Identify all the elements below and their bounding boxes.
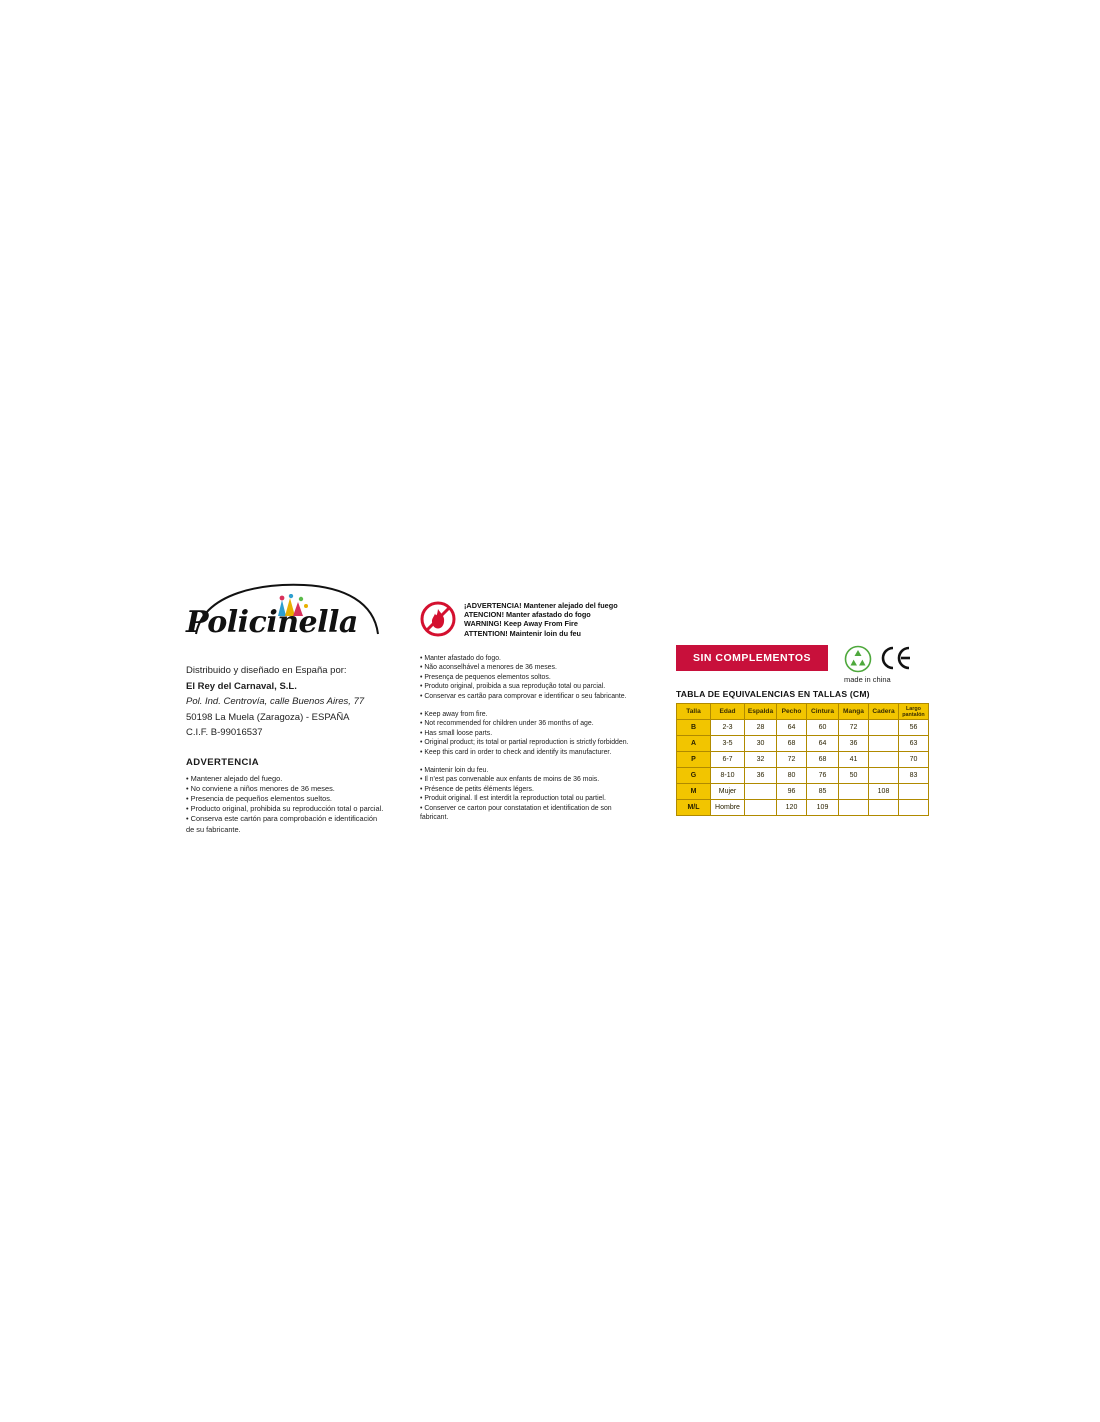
- distributor-block: [186, 663, 436, 741]
- bullet: • Produit original. Il est interdit la reproduction total ou partiel.: [420, 795, 606, 803]
- sin-complementos-badge: SIN COMPLEMENTOS: [676, 645, 828, 671]
- bullet: • Keep away from fire.: [420, 711, 488, 719]
- cell-talla: M/L: [677, 800, 711, 816]
- bullet: • Presencia de pequeños elementos sueltos.: [186, 793, 332, 803]
- cell-cintura: 68: [807, 752, 839, 768]
- cell-talla: B: [677, 720, 711, 736]
- cell-pecho: 64: [777, 720, 807, 736]
- cell-espalda: 32: [745, 752, 777, 768]
- distributor-address-2: 50198 La Muela (Zaragoza) - ESPAÑA: [186, 711, 350, 723]
- col-cintura: Cintura: [807, 704, 839, 720]
- advertencia-title: ADVERTENCIA: [186, 756, 260, 768]
- cell-largo: 83: [899, 768, 929, 784]
- cell-espalda: 36: [745, 768, 777, 784]
- brand-logo: [186, 580, 386, 655]
- cell-pecho: 80: [777, 768, 807, 784]
- bullet: • Presença de pequenos elementos soltos.: [420, 673, 551, 681]
- warning-line: ATTENTION! Maintenir loin du feu: [464, 628, 582, 638]
- cell-cintura: 60: [807, 720, 839, 736]
- table-row: [677, 752, 929, 768]
- bullet: • Manter afastado do fogo.: [420, 655, 501, 662]
- warning-group-pt: [420, 654, 650, 701]
- bullet: • Keep this card in order to check and identify its manufacturer.: [420, 748, 612, 756]
- multilingual-warnings: [420, 654, 650, 823]
- cell-talla: G: [677, 768, 711, 784]
- bullet: • Présence de petits éléments légers.: [420, 785, 534, 793]
- cell-cintura: 85: [807, 784, 839, 800]
- cell-cadera: [869, 736, 899, 752]
- fire-warning-header: [420, 600, 650, 648]
- warning-line: WARNING! Keep Away From Fire: [464, 619, 578, 629]
- cell-cadera: [869, 720, 899, 736]
- bullet: • Producto original, prohibida su reproducción total o parcial.: [186, 804, 384, 814]
- bullet: fabricant.: [420, 814, 449, 822]
- cell-cintura: 76: [807, 768, 839, 784]
- distributor-intro: Distribuido y diseñado en España por:: [186, 665, 347, 676]
- middle-column: [420, 600, 650, 832]
- bullet: • Maintenir loin du feu.: [420, 767, 489, 775]
- bullet: • Original product; its total or partial reproduction is strictly forbidden.: [420, 739, 629, 747]
- cell-pecho: 72: [777, 752, 807, 768]
- advertencia-bullets: [186, 774, 436, 835]
- cell-edad: 8-10: [711, 768, 745, 784]
- size-equivalence-table: [676, 703, 929, 816]
- left-column: [186, 580, 436, 835]
- bullet: • Produto original, proibida a sua reprodução total ou parcial.: [420, 683, 606, 691]
- table-row: [677, 800, 929, 816]
- cell-pecho: 68: [777, 736, 807, 752]
- cell-edad: 6-7: [711, 752, 745, 768]
- bullet: • Não aconselhável a menores de 36 meses.: [420, 664, 557, 672]
- warning-group-fr: [420, 766, 650, 822]
- fire-warning-lines: [464, 601, 618, 638]
- col-manga: Manga: [839, 704, 869, 720]
- bullet: • Conserver ce carton pour constatation et identification de son: [420, 804, 612, 812]
- brand-name: Policinella: [186, 605, 358, 640]
- bullet: • Mantener alejado del fuego.: [186, 773, 283, 783]
- cell-espalda: 28: [745, 720, 777, 736]
- cell-pecho: 120: [777, 800, 807, 816]
- bullet: • Conserva este cartón para comprobación e identificación: [186, 814, 378, 824]
- col-cadera: Cadera: [869, 704, 899, 720]
- table-row: [677, 720, 929, 736]
- bullet: de su fabricante.: [186, 824, 241, 834]
- cell-manga: 41: [839, 752, 869, 768]
- cell-largo: 56: [899, 720, 929, 736]
- col-edad: Edad: [711, 704, 745, 720]
- cell-edad: Hombre: [711, 800, 745, 816]
- cell-pecho: 96: [777, 784, 807, 800]
- warning-line: ¡ADVERTENCIA! Mantener alejado del fuego: [464, 601, 618, 610]
- cell-talla: P: [677, 752, 711, 768]
- cell-manga: 50: [839, 768, 869, 784]
- cell-espalda: [745, 800, 777, 816]
- cell-manga: [839, 800, 869, 816]
- cell-largo: 70: [899, 752, 929, 768]
- table-row: [677, 736, 929, 752]
- badge-row: [676, 645, 936, 687]
- col-talla: Talla: [677, 704, 711, 720]
- no-fire-icon: [420, 600, 456, 638]
- cell-cintura: 64: [807, 736, 839, 752]
- bullet: • Il n'est pas convenable aux enfants de moins de 36 mois.: [420, 776, 600, 784]
- bullet: • Not recommended for children under 36 months of age.: [420, 720, 594, 728]
- bullet: • Conservar es cartão para comprovar e identificar o seu fabricante.: [420, 692, 627, 700]
- distributor-address-1: Pol. Ind. Centrovía, calle Buenos Aires, 77: [186, 696, 365, 707]
- cell-edad: 3-5: [711, 736, 745, 752]
- cell-cintura: 109: [807, 800, 839, 816]
- cell-largo: [899, 784, 929, 800]
- bullet: • Has small loose parts.: [420, 729, 493, 737]
- cell-cadera: [869, 768, 899, 784]
- table-row: [677, 768, 929, 784]
- table-header-row: [677, 704, 929, 720]
- cell-talla: A: [677, 736, 711, 752]
- cell-largo: 63: [899, 736, 929, 752]
- cell-edad: Mujer: [711, 784, 745, 800]
- col-largo-pantalon: Largo pantalón: [899, 704, 929, 720]
- col-espalda: Espalda: [745, 704, 777, 720]
- cell-manga: 36: [839, 736, 869, 752]
- cell-edad: 2-3: [711, 720, 745, 736]
- distributor-cif: C.I.F. B-99016537: [186, 727, 263, 738]
- cell-espalda: 30: [745, 736, 777, 752]
- cell-talla: M: [677, 784, 711, 800]
- cell-largo: [899, 800, 929, 816]
- col-pecho: Pecho: [777, 704, 807, 720]
- right-column: [676, 645, 936, 816]
- cell-manga: [839, 784, 869, 800]
- cell-cadera: [869, 800, 899, 816]
- warning-group-en: [420, 710, 650, 757]
- warning-line: ATENCION! Manter afastado do fogo: [464, 610, 591, 620]
- made-in-label: made in china: [844, 675, 891, 684]
- cell-espalda: [745, 784, 777, 800]
- ce-mark-icon: [879, 645, 913, 671]
- cell-cadera: [869, 752, 899, 768]
- size-table-title: TABLA DE EQUIVALENCIAS EN TALLAS (CM): [676, 689, 870, 699]
- table-row: [677, 784, 929, 800]
- bullet: • No conviene a niños menores de 36 meses.: [186, 783, 335, 793]
- distributor-company: El Rey del Carnaval, S.L.: [186, 680, 297, 692]
- recycle-icon: [844, 645, 872, 673]
- cell-manga: 72: [839, 720, 869, 736]
- cell-cadera: 108: [869, 784, 899, 800]
